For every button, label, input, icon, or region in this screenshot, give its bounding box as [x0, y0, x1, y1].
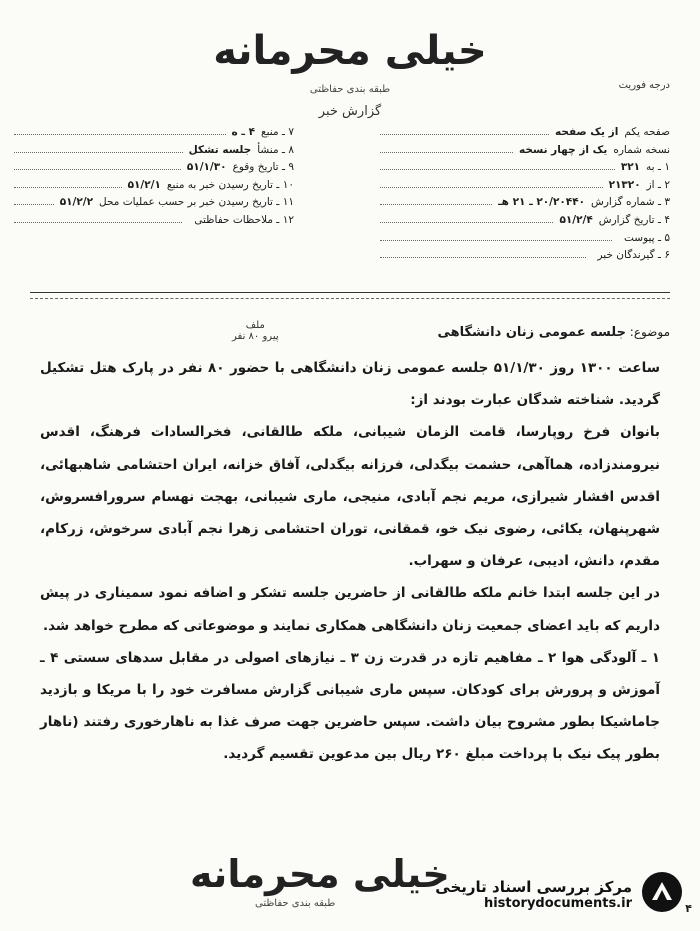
header-field: نسخه شماره یک از چهار نسخه: [380, 142, 670, 160]
margin-note-line: ملف: [245, 320, 265, 331]
watermark-title: مرکز بررسی اسناد تاریخی: [435, 877, 632, 896]
header-field: ۶ ـ گیرندگان خبر: [380, 247, 670, 265]
classification-stamp-bottom: خیلی محرمانه: [190, 852, 450, 896]
header-field: ۱۲ ـ ملاحظات حفاظتی: [14, 212, 294, 230]
report-body: [40, 352, 660, 771]
header-field: ۲ ـ از ۲۱۳۲۰: [380, 177, 670, 195]
header-field: ۷ ـ منبع ۴ ـ ه: [14, 124, 294, 142]
header-field: ۱۱ ـ تاریخ رسیدن خبر بر حسب عملیات محل ۵۱/۲/۲: [14, 194, 294, 212]
classification-subtitle-bottom: طبقه بندی حفاظتی: [255, 898, 336, 909]
classification-subtitle-top: طبقه بندی حفاظتی: [309, 84, 391, 95]
body-paragraph: ساعت ۱۳۰۰ روز ۵۱/۱/۳۰ جلسه عمومی زنان دانشگاهی با حضور ۸۰ نفر در پارک هتل تشکیل گردید. شناخته شدگان عبارت بودند از:: [40, 360, 660, 409]
archive-logo-icon: [640, 870, 684, 918]
header-divider-dashed: [30, 298, 670, 299]
subject-value: جلسه عمومی زنان دانشگاهی: [437, 325, 626, 340]
header-field: ۱۰ ـ تاریخ رسیدن خبر به منبع ۵۱/۲/۱: [14, 177, 294, 195]
header-field: ۹ ـ تاریخ وقوع ۵۱/۱/۳۰: [14, 159, 294, 177]
watermark-url: historydocuments.ir: [483, 895, 632, 911]
priority-label: درجه فوریت: [618, 80, 670, 91]
margin-note-line: پیرو ۸۰ نفر: [232, 331, 279, 342]
page-number: ۴: [685, 902, 692, 915]
body-paragraph: در این جلسه ابتدا خانم ملکه طالقانی از حاضرین جلسه تشکر و اضافه نمود سمیناری در پیش داریم که باید اعضای جمعیت زنان دانشگاهی همکاری نمایند و موضوعاتی که مطرح خواهد شد.: [40, 585, 660, 634]
margin-note: [232, 320, 279, 342]
header-field: ۵ ـ پیوست: [380, 230, 670, 248]
subject-label: موضوع:: [629, 325, 670, 339]
header-field: ۳ ـ شماره گزارش ۲۰/۲۰۴۴۰ ـ ۲۱ هـ: [380, 194, 670, 212]
archive-watermark: [424, 868, 684, 920]
header-fields-left: [14, 124, 294, 230]
header-fields-right: [380, 124, 670, 265]
report-title: گزارش خبر: [318, 104, 382, 119]
classification-stamp-top: خیلی محرمانه: [213, 28, 487, 74]
header-field: ۱ ـ به ۳۲۱: [380, 159, 670, 177]
header-field: صفحه یکم از یک صفحه: [380, 124, 670, 142]
subject-line: [437, 325, 670, 340]
header-field: ۴ ـ تاریخ گزارش ۵۱/۲/۴: [380, 212, 670, 230]
body-paragraph: بانوان فرخ روپارسا، قامت الزمان شیبانی، ملکه طالقانی، فخرالسادات فرهنگ، اقدس نیرومندزاده، هماآهی، حشمت بیگدلی، فرزانه بیگدلی، آفاق خزانه، ایران احتشامی شاهبهائی، اقدس افشار شیرازی، مریم نجم آبادی، منیجی، ماری شیبانی، بهجت نهسام سرورافسروش، شهرپنهان، یکائی، رضوی نیک خو، قمقانی، توران احتشامی زهرا نجم آبادی سرخوش، زرکام، مقدم، دانش، ادیبی، عرفان و سهراب.: [40, 424, 660, 570]
header-field: ۸ ـ منشأ جلسه تشکل: [14, 142, 294, 160]
header-divider: [30, 292, 670, 293]
body-paragraph: ۱ ـ آلودگی هوا ۲ ـ مفاهیم تازه در قدرت زن ۳ ـ نیازهای اصولی در مقابل سدهای سستی ۴ ـ آموزش و پرورش برای کودکان. سپس ماری شیبانی گزارش مسافرت خود را با مریکا و بازدید جاماشیکا بطور مشروح بیان داشت. سپس حاضرین جهت صرف غذا به ناهارخوری رفتند (ناهار بطور پیک نیک با پرداخت مبلغ ۲۶۰ ریال بین مدعوین تقسیم گردید.: [40, 649, 660, 763]
